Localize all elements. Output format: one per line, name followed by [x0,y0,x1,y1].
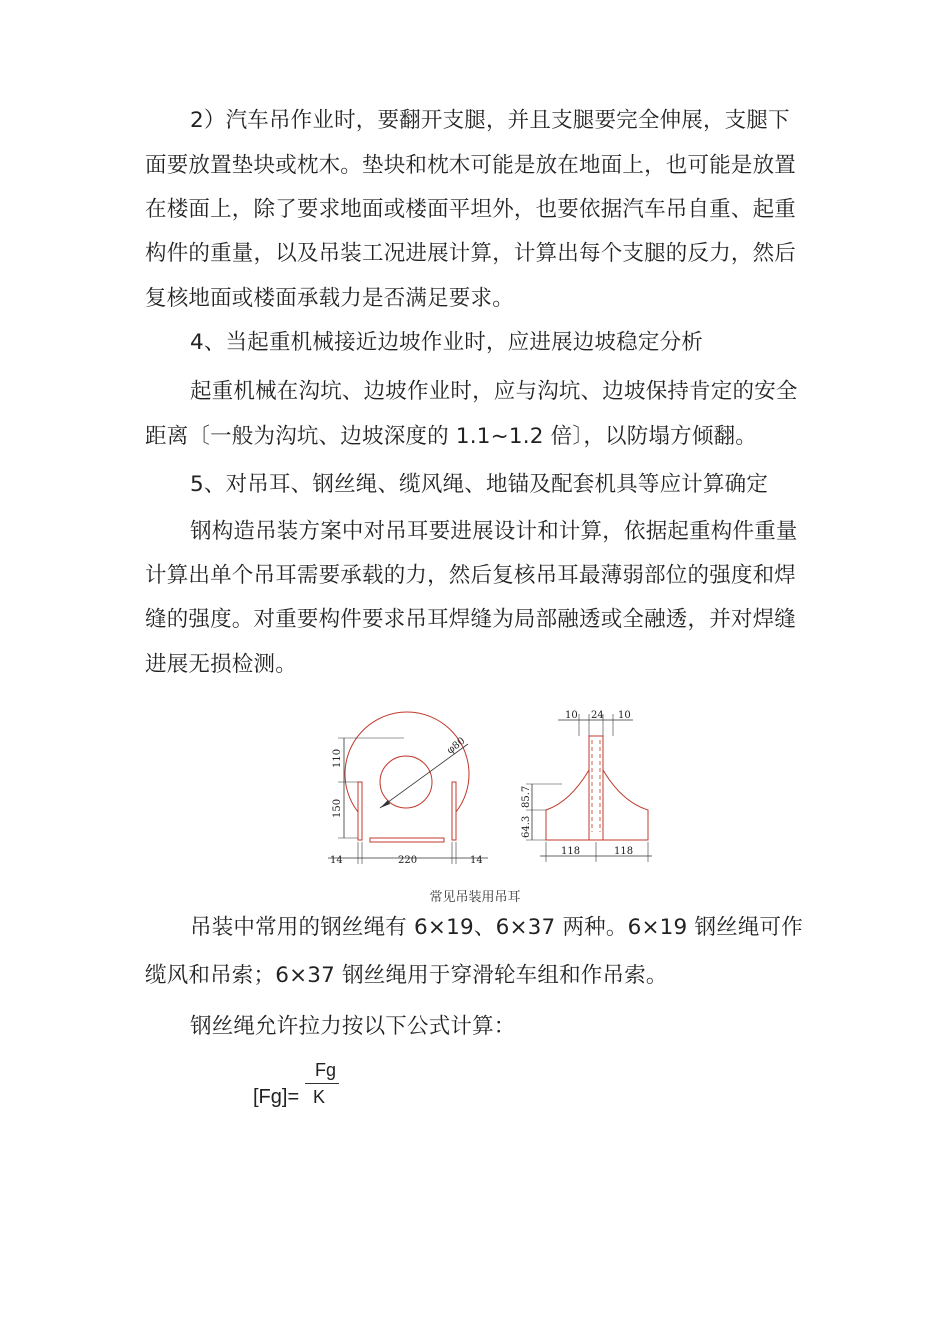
formula-numerator: Fg [315,1060,337,1080]
lug-side-view [526,714,652,862]
section-heading-5: 5、对吊耳、钢丝绳、缆风绳、地锚及配套机具等应计算确定 [190,472,769,497]
dim-14-left: 14 [330,855,343,866]
fraction-bar [305,1083,339,1084]
paragraph-line: 缆风和吊索；6×37 钢丝绳用于穿滑轮车组和作吊索。 [145,963,668,988]
dim-118-right: 118 [614,846,634,857]
paragraph-line: 计算出单个吊耳需要承载的力，然后复核吊耳最薄弱部位的强度和焊 [145,563,797,588]
formula-lhs: [Fg]= [253,1086,300,1108]
paragraph-line: 缝的强度。对重要构件要求吊耳焊缝为局部融透或全融透，并对焊缝 [145,607,797,632]
formula-denominator: K [313,1087,326,1107]
dim-118-left: 118 [561,846,581,857]
paragraph-line: 距离〔一般为沟坑、边坡深度的 1.1~1.2 倍〕，以防塌方倾翻。 [145,424,757,449]
paragraph-line: 吊装中常用的钢丝绳有 6×19、6×37 两种。6×19 钢丝绳可作 [190,915,803,940]
paragraph-line: 2）汽车吊作业时，要翻开支腿，并且支腿要完全伸展，支腿下 [190,108,790,133]
paragraph-line: 在楼面上，除了要求地面或楼面平坦外，也要依据汽车吊自重、起重 [145,197,797,222]
dim-14-right: 14 [470,855,483,866]
dim-10-right: 10 [618,710,631,721]
paragraph-line: 构件的重量，以及吊装工况进展计算，计算出每个支腿的反力，然后 [145,241,797,266]
paragraph-line: 复核地面或楼面承载力是否满足要求。 [145,286,514,311]
paragraph-line: 面要放置垫块或枕木。垫块和枕木可能是放在地面上，也可能是放置 [145,153,797,178]
lug-front-view [328,712,488,864]
dim-85-7: 85.7 [521,785,532,808]
paragraph-line: 进展无损检测。 [145,652,297,677]
allowable-tension-formula [253,1060,373,1120]
dim-diameter: φ80 [445,735,468,757]
paragraph-line: 起重机械在沟坑、边坡作业时，应与沟坑、边坡保持肯定的安全 [190,379,798,404]
dim-110: 110 [332,748,343,768]
dim-10-left: 10 [565,710,578,721]
dim-150: 150 [332,798,343,818]
lifting-lug-drawing [318,700,658,880]
dim-220: 220 [398,855,418,866]
paragraph-line: 钢构造吊装方案中对吊耳要进展设计和计算，依据起重构件重量 [190,519,798,544]
dim-24: 24 [591,710,604,721]
paragraph-line: 钢丝绳允许拉力按以下公式计算： [190,1014,516,1039]
section-heading-4: 4、当起重机械接近边坡作业时，应进展边坡稳定分析 [190,330,703,355]
dim-64-3: 64.3 [521,815,532,838]
figure-caption: 常见吊装用吊耳 [429,890,521,905]
